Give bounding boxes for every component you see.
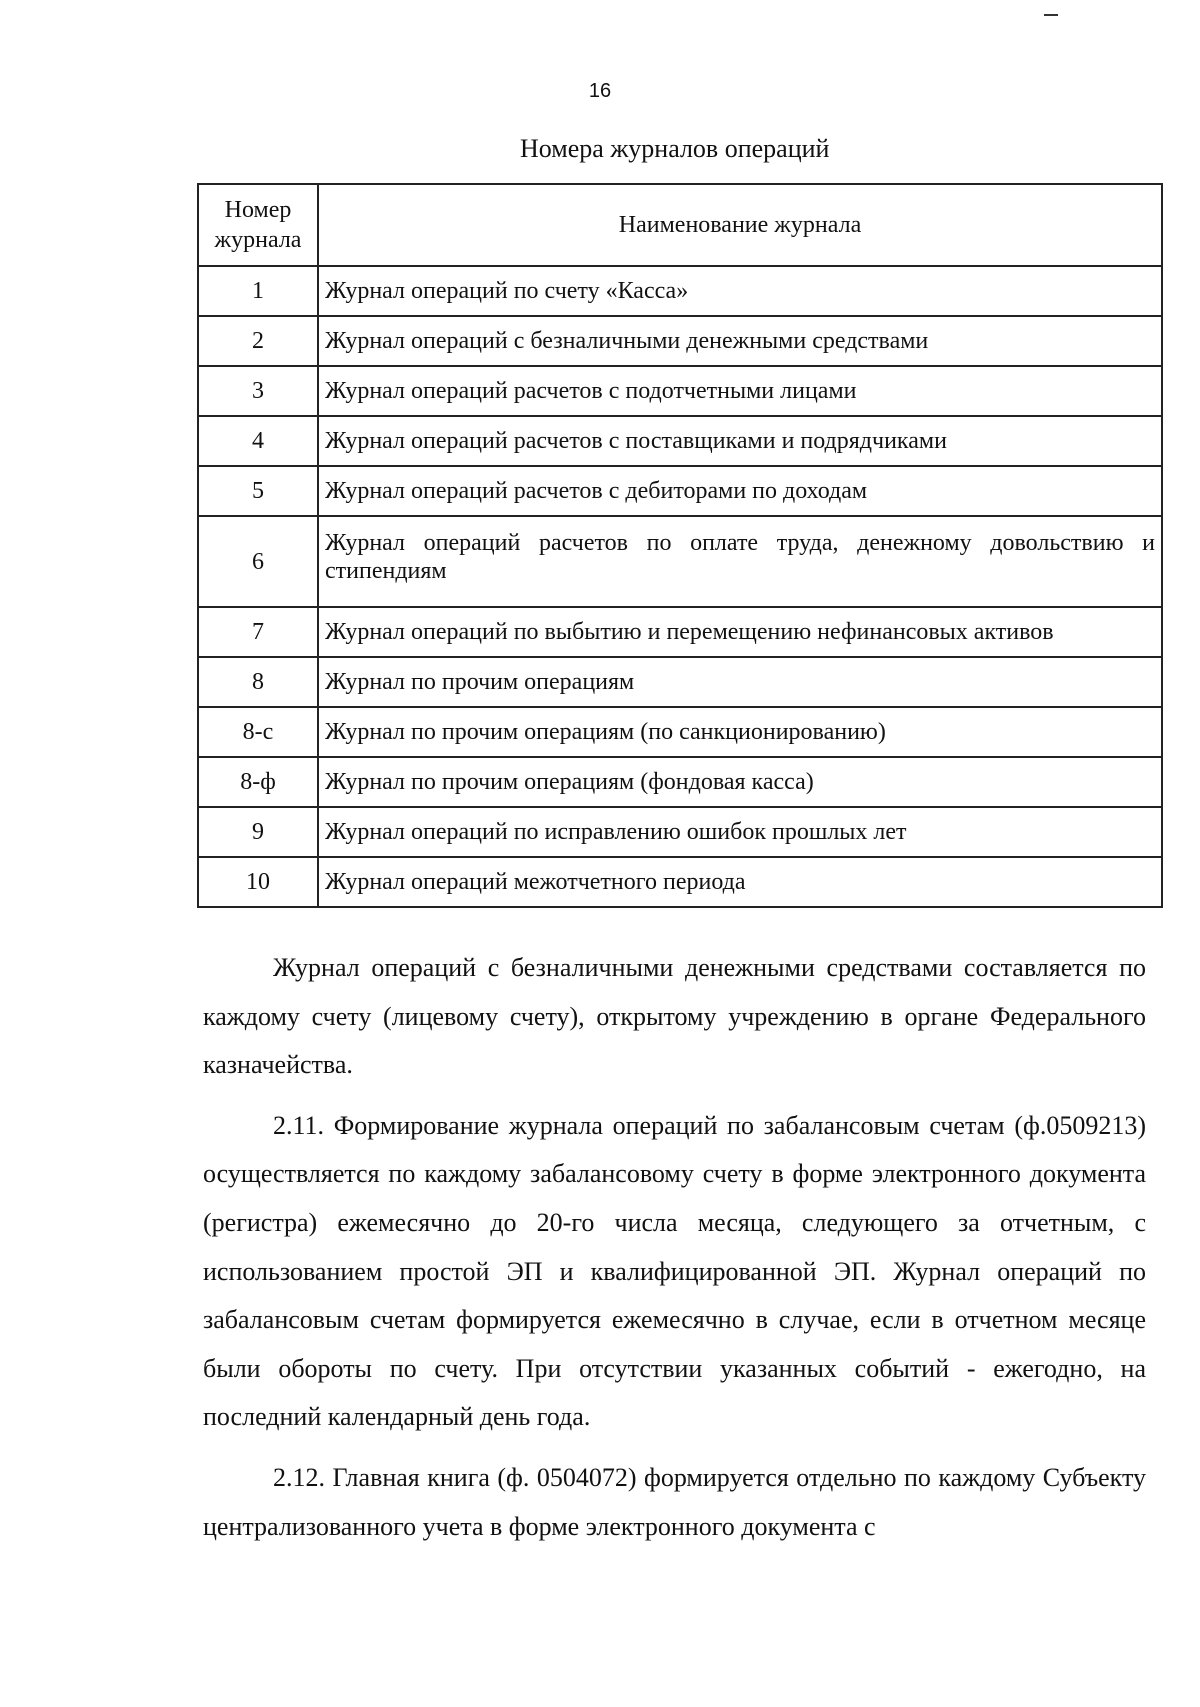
paragraph-2-11: 2.11. Формирование журнала операций по забалансовым счетам (ф.0509213) осуществляется по каждому забалансовому счету в форме электронного документа (регистра) ежемесячно до 20-го числа месяца, следующего за отчетным, с использованием простой ЭП и квалифицированной ЭП. Журнал операций по забалансовым счетам формируется ежемесячно в случае, если в отчетном месяце были обороты по счету. При отсутствии указанных событий - ежегодно, на последний календарный день года. [203,1110,1146,1432]
journal-number-cell: 2 [198,316,318,366]
journal-name-cell: Журнал операций расчетов по оплате труда, денежному довольствию и стипендиям [318,516,1162,607]
paragraph-cashless-journal: Журнал операций с безналичными денежными средствами составляется по каждому счету (лицевому счету), открытому учреждению в органе Федерального казначейства. [203,953,1146,1080]
table-title: Номера журналов операций [520,134,830,163]
journal-number-cell: 5 [198,466,318,516]
corner-mark [1044,14,1058,16]
table-row [198,516,1162,607]
header-journal-name: Наименование журнала [318,184,1162,266]
table-body [198,266,1162,907]
journal-name-cell: Журнал операций по счету «Касса» [318,266,1162,316]
journal-number-cell: 8 [198,657,318,707]
table-row [198,707,1162,757]
header-journal-number: Номер журнала [198,184,318,266]
journal-number-cell: 4 [198,416,318,466]
journal-number-cell: 1 [198,266,318,316]
journal-name-cell: Журнал операций расчетов с подотчетными лицами [318,366,1162,416]
table-row [198,366,1162,416]
journal-number-cell: 6 [198,516,318,607]
journal-number-cell: 9 [198,807,318,857]
journal-number-cell: 8-с [198,707,318,757]
table-row [198,807,1162,857]
journal-name-cell: Журнал операций межотчетного периода [318,857,1162,907]
table-row [198,416,1162,466]
journal-name-cell: Журнал по прочим операциям (фондовая касса) [318,757,1162,807]
journal-number-cell: 10 [198,857,318,907]
table-header [198,184,1162,266]
table-row [198,607,1162,657]
journal-numbers-table [197,183,1163,908]
journal-name-cell: Журнал по прочим операциям (по санкционированию) [318,707,1162,757]
journal-name-cell: Журнал операций расчетов с поставщиками и подрядчиками [318,416,1162,466]
journal-name-cell: Журнал операций с безналичными денежными средствами [318,316,1162,366]
journal-name-cell: Журнал операций по исправлению ошибок прошлых лет [318,807,1162,857]
table-row [198,757,1162,807]
table-row [198,316,1162,366]
body-text [203,944,1146,1551]
journal-number-cell: 8-ф [198,757,318,807]
table-row [198,657,1162,707]
journal-name-cell: Журнал операций по выбытию и перемещению нефинансовых активов [318,607,1162,657]
page-number: 16 [588,80,612,102]
journal-name-cell: Журнал операций расчетов с дебиторами по доходам [318,466,1162,516]
journal-number-cell: 3 [198,366,318,416]
table-row [198,266,1162,316]
table-row [198,857,1162,907]
table-row [198,466,1162,516]
journal-number-cell: 7 [198,607,318,657]
journal-name-cell: Журнал по прочим операциям [318,657,1162,707]
paragraph-2-12: 2.12. Главная книга (ф. 0504072) формируется отдельно по каждому Субъекту централизованного учета в форме электронного документа с [203,1462,1146,1541]
